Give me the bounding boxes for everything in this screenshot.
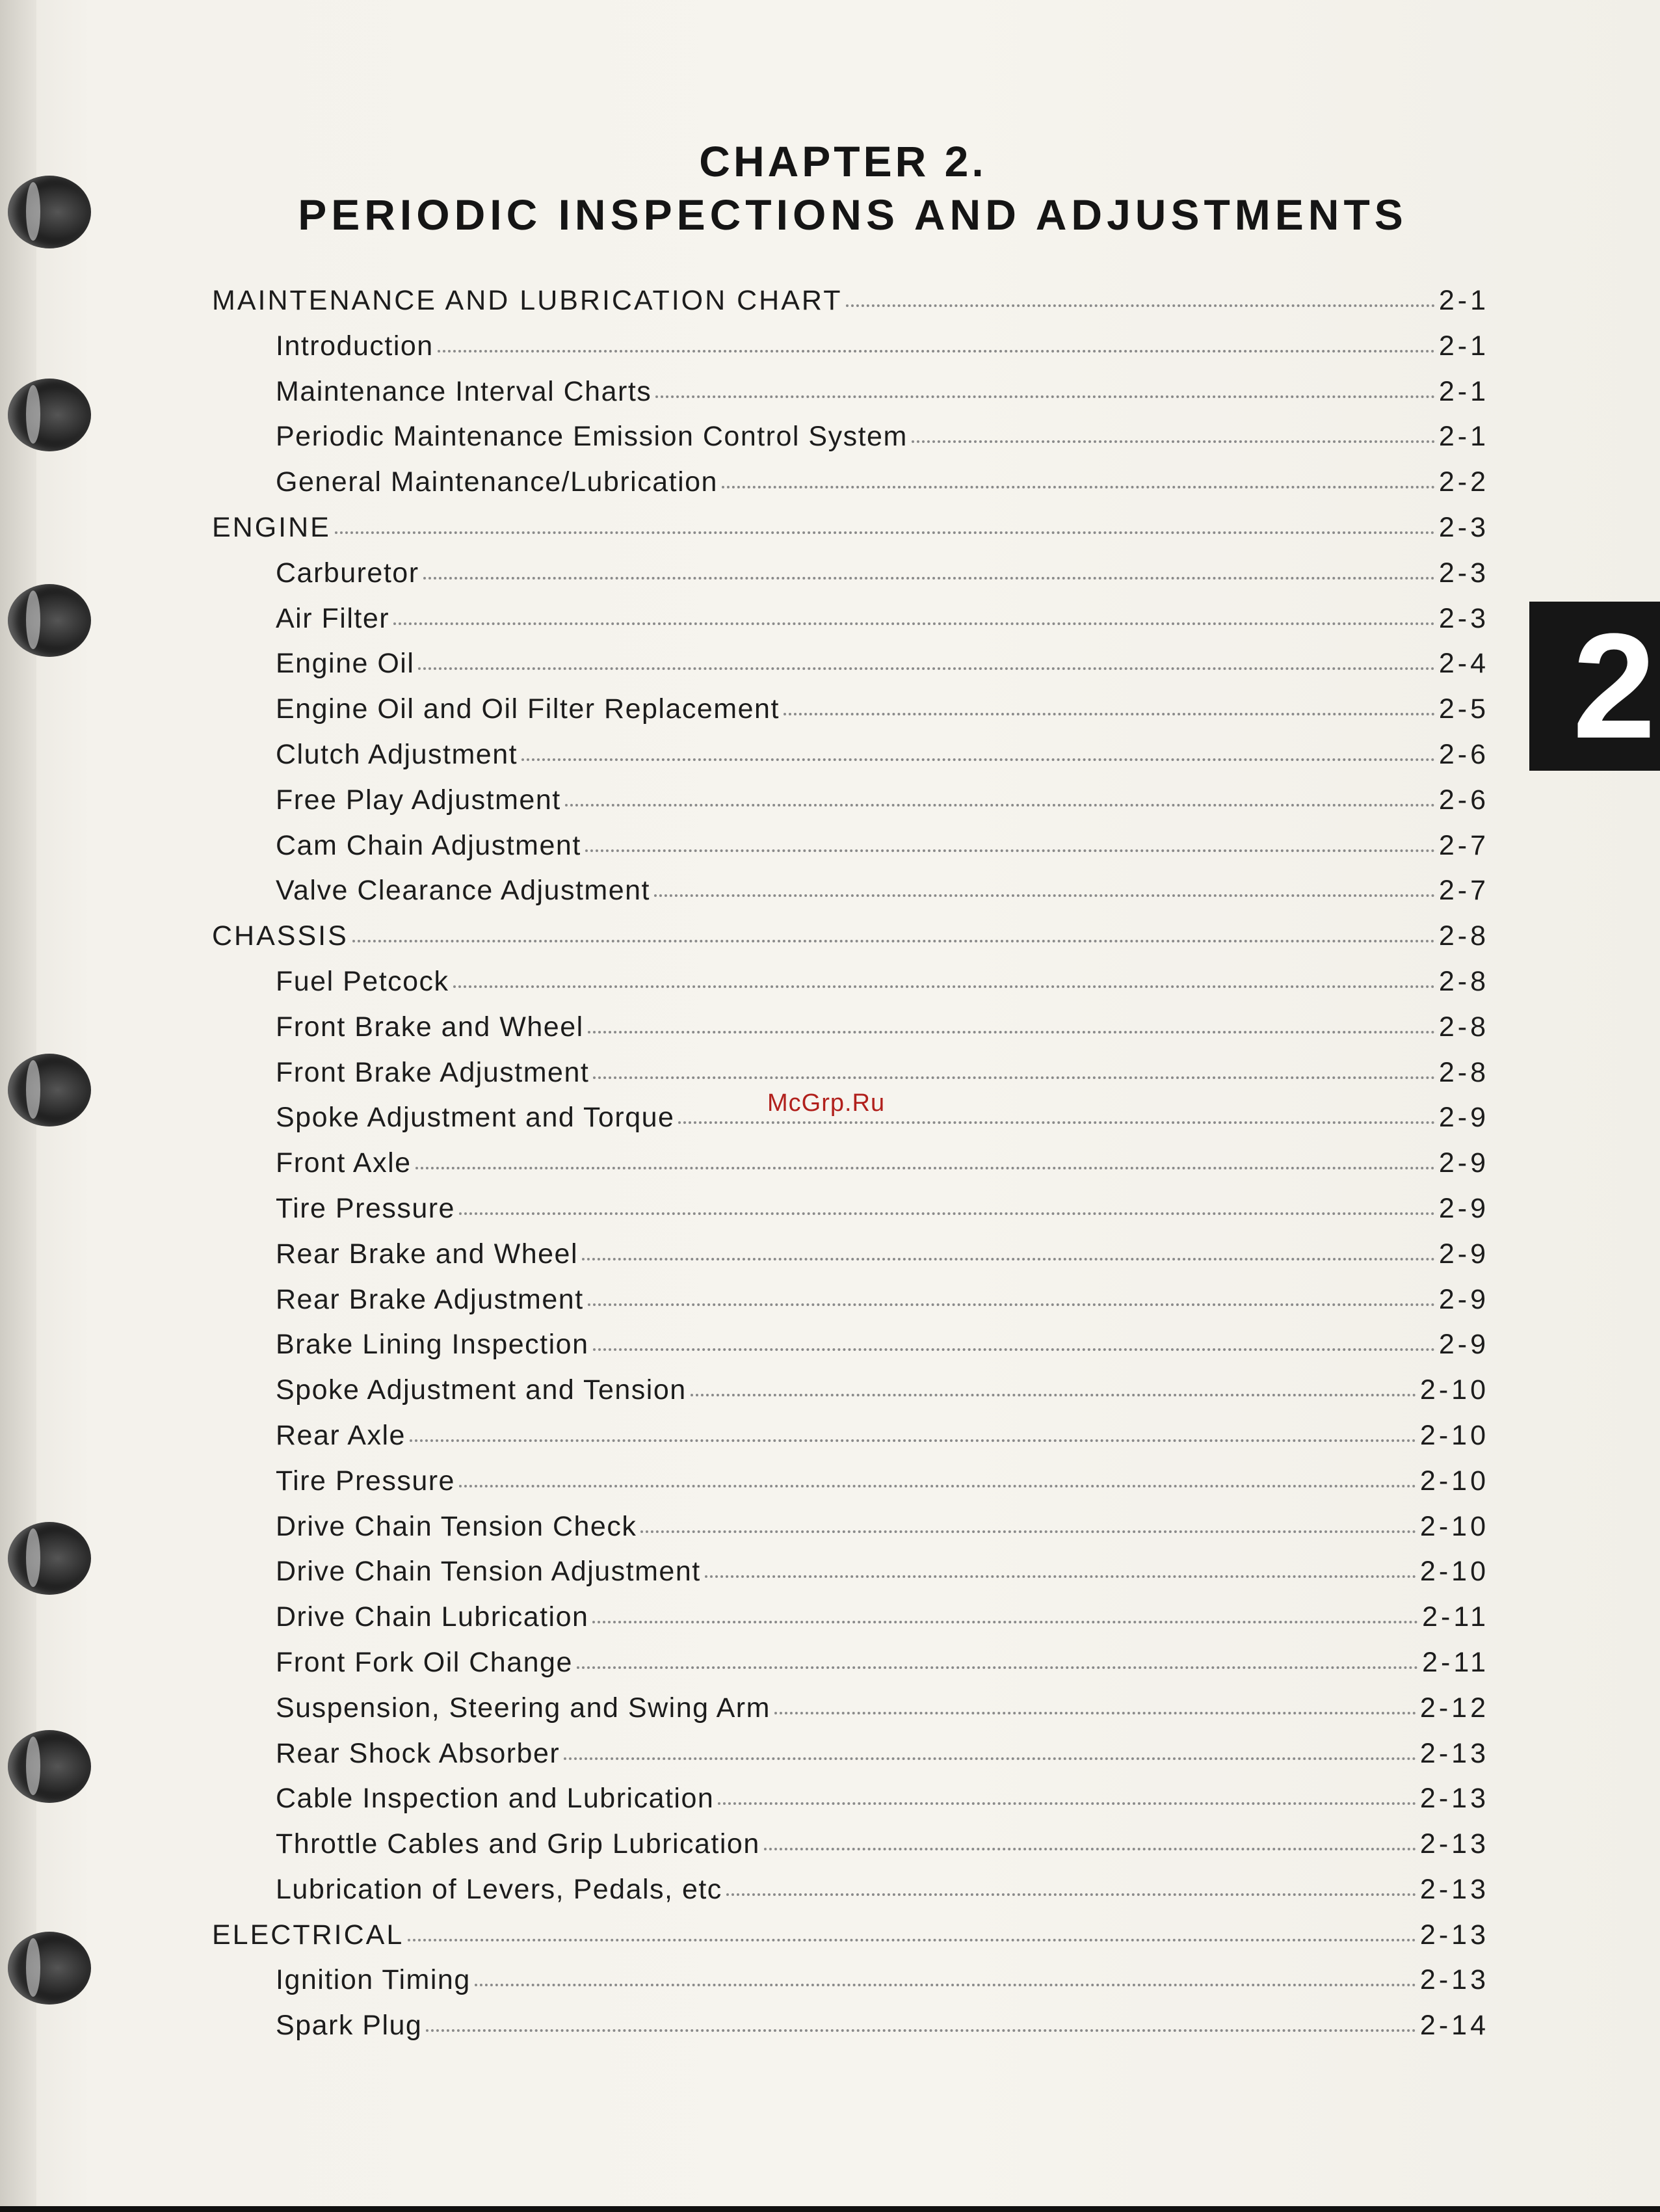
toc-dot-leader (521, 758, 1435, 761)
toc-page-number: 2-7 (1438, 829, 1489, 861)
toc-entry-title: CHASSIS (212, 920, 349, 952)
toc-page-number: 2-8 (1438, 965, 1489, 997)
toc-dot-leader (691, 1394, 1416, 1396)
toc-dot-leader (564, 1757, 1416, 1760)
toc-dot-leader (585, 849, 1435, 852)
toc-page-number: 2-1 (1438, 285, 1489, 316)
toc-entry-row (195, 875, 1489, 920)
toc-entry-title: ELECTRICAL (212, 1919, 404, 1951)
toc-page-number: 2-13 (1419, 1919, 1489, 1951)
toc-entry-title: Engine Oil (276, 648, 415, 680)
table-of-contents (195, 285, 1489, 2055)
toc-dot-leader (640, 1530, 1416, 1533)
toc-entry-row (195, 1011, 1489, 1057)
toc-entry-row (195, 648, 1489, 693)
toc-entry-title: Periodic Maintenance Emission Control System (276, 421, 908, 453)
toc-dot-leader (655, 395, 1435, 398)
toc-entry-title: Front Brake Adjustment (276, 1056, 590, 1088)
toc-dot-leader (408, 1939, 1416, 1941)
toc-entry-title: Rear Shock Absorber (276, 1737, 560, 1769)
toc-page-number: 2-10 (1419, 1510, 1489, 1542)
toc-entry-title: Tire Pressure (276, 1465, 455, 1497)
toc-entry-title: Spark Plug (276, 2010, 423, 2042)
toc-entry-title: Rear Axle (276, 1419, 406, 1451)
toc-entry-row (195, 1238, 1489, 1284)
toc-page-number: 2-3 (1438, 557, 1489, 589)
toc-page-number: 2-9 (1438, 1102, 1489, 1134)
toc-section-row (195, 285, 1489, 330)
toc-page-number: 2-6 (1438, 738, 1489, 770)
toc-page-number: 2-10 (1419, 1465, 1489, 1497)
toc-page-number: 2-8 (1438, 920, 1489, 952)
toc-entry-row (195, 1193, 1489, 1238)
toc-page-number: 2-8 (1438, 1056, 1489, 1088)
toc-dot-leader (352, 940, 1435, 942)
toc-page-number: 2-9 (1438, 1147, 1489, 1179)
toc-entry-title: Drive Chain Lubrication (276, 1601, 589, 1633)
toc-entry-title: Spoke Adjustment and Torque (276, 1102, 675, 1134)
toc-dot-leader (393, 622, 1435, 625)
toc-page-number: 2-4 (1438, 648, 1489, 680)
chapter-tab (1529, 602, 1660, 771)
toc-entry-title: Tire Pressure (276, 1192, 455, 1224)
chapter-tab-number: 2 (1572, 602, 1656, 769)
toc-entry-row (195, 1511, 1489, 1556)
toc-entry-row (195, 330, 1489, 376)
toc-entry-row (195, 1374, 1489, 1420)
toc-dot-leader (582, 1258, 1435, 1260)
toc-entry-title: Front Brake and Wheel (276, 1011, 584, 1043)
toc-dot-leader (418, 667, 1434, 670)
toc-entry-title: Engine Oil and Oil Filter Replacement (276, 693, 780, 725)
toc-entry-row (195, 603, 1489, 648)
toc-entry-title: Ignition Timing (276, 1964, 471, 1996)
toc-dot-leader (718, 1802, 1416, 1805)
toc-dot-leader (426, 2029, 1416, 2032)
toc-dot-leader (784, 713, 1435, 715)
toc-entry-title: Free Play Adjustment (276, 784, 561, 816)
toc-dot-leader (459, 1485, 1416, 1487)
toc-dot-leader (726, 1893, 1416, 1896)
toc-dot-leader (335, 531, 1435, 534)
toc-entry-row (195, 830, 1489, 875)
toc-entry-row (195, 1874, 1489, 1919)
toc-entry-title: ENGINE (212, 511, 331, 543)
toc-entry-title: Drive Chain Tension Check (276, 1510, 637, 1542)
toc-dot-leader (654, 894, 1435, 897)
scan-bottom-edge (0, 2206, 1660, 2212)
toc-entry-row (195, 966, 1489, 1011)
toc-entry-row (195, 1465, 1489, 1511)
toc-entry-title: Suspension, Steering and Swing Arm (276, 1692, 771, 1724)
toc-page-number: 2-9 (1438, 1192, 1489, 1224)
toc-entry-row (195, 2010, 1489, 2055)
toc-dot-leader (438, 350, 1435, 353)
binder-hole (8, 584, 91, 657)
toc-entry-row (195, 376, 1489, 421)
toc-entry-row (195, 1556, 1489, 1601)
toc-entry-title: Front Axle (276, 1147, 412, 1179)
toc-entry-title: Spoke Adjustment and Tension (276, 1374, 687, 1406)
toc-section-row (195, 1919, 1489, 1965)
toc-entry-title: Throttle Cables and Grip Lubrication (276, 1828, 760, 1860)
toc-page-number: 2-11 (1422, 1646, 1489, 1678)
toc-dot-leader (459, 1212, 1435, 1215)
toc-entry-title: Rear Brake Adjustment (276, 1283, 584, 1315)
toc-page-number: 2-13 (1419, 1964, 1489, 1996)
toc-entry-title: Rear Brake and Wheel (276, 1238, 578, 1270)
toc-entry-title: Front Fork Oil Change (276, 1646, 573, 1678)
toc-entry-title: Air Filter (276, 602, 390, 634)
toc-section-row (195, 512, 1489, 557)
toc-page-number: 2-14 (1419, 2010, 1489, 2042)
toc-page-number: 2-11 (1422, 1601, 1489, 1633)
toc-entry-title: Drive Chain Tension Adjustment (276, 1556, 701, 1588)
toc-entry-title: Introduction (276, 330, 434, 362)
toc-entry-row (195, 557, 1489, 603)
toc-dot-leader (415, 1167, 1435, 1169)
toc-entry-row (195, 1147, 1489, 1193)
binder-hole (8, 1522, 91, 1595)
toc-dot-leader (774, 1712, 1416, 1714)
toc-page-number: 2-3 (1438, 511, 1489, 543)
toc-entry-row (195, 1738, 1489, 1783)
toc-entry-row (195, 1964, 1489, 2010)
toc-entry-title: Fuel Petcock (276, 965, 449, 997)
toc-entry-row (195, 1329, 1489, 1374)
toc-entry-title: Cam Chain Adjustment (276, 829, 581, 861)
toc-dot-leader (592, 1621, 1418, 1623)
toc-entry-title: Cable Inspection and Lubrication (276, 1783, 715, 1815)
toc-page-number: 2-9 (1438, 1238, 1489, 1270)
toc-page-number: 2-13 (1419, 1828, 1489, 1860)
toc-dot-leader (593, 1076, 1435, 1079)
toc-dot-leader (577, 1666, 1418, 1669)
toc-entry-row (195, 1828, 1489, 1874)
toc-page-number: 2-2 (1438, 466, 1489, 498)
toc-page-number: 2-8 (1438, 1011, 1489, 1043)
toc-page-number: 2-13 (1419, 1783, 1489, 1815)
toc-entry-row (195, 1284, 1489, 1329)
toc-page-number: 2-1 (1438, 421, 1489, 453)
toc-entry-title: Clutch Adjustment (276, 738, 518, 770)
toc-entry-title: MAINTENANCE AND LUBRICATION CHART (212, 285, 843, 316)
toc-page-number: 2-10 (1419, 1374, 1489, 1406)
chapter-number: CHAPTER 2. (699, 137, 987, 185)
toc-entry-row (195, 1601, 1489, 1647)
toc-page-number: 2-13 (1419, 1737, 1489, 1769)
toc-page-number: 2-1 (1438, 375, 1489, 407)
toc-dot-leader (565, 804, 1435, 806)
toc-page-number: 2-5 (1438, 693, 1489, 725)
toc-entry-row (195, 421, 1489, 466)
toc-page-number: 2-6 (1438, 784, 1489, 816)
toc-entry-row (195, 1647, 1489, 1692)
toc-entry-title: Carburetor (276, 557, 419, 589)
toc-dot-leader (588, 1303, 1435, 1306)
toc-page-number: 2-9 (1438, 1283, 1489, 1315)
toc-page-number: 2-10 (1419, 1419, 1489, 1451)
toc-dot-leader (912, 440, 1435, 443)
toc-dot-leader (423, 577, 1435, 580)
toc-entry-title: General Maintenance/Lubrication (276, 466, 718, 498)
toc-entry-title: Brake Lining Inspection (276, 1329, 589, 1361)
toc-entry-row (195, 1692, 1489, 1738)
toc-section-row (195, 920, 1489, 966)
toc-entry-row (195, 466, 1489, 512)
toc-entry-row (195, 693, 1489, 739)
toc-dot-leader (453, 985, 1435, 988)
toc-dot-leader (705, 1575, 1416, 1578)
toc-entry-row (195, 1783, 1489, 1828)
chapter-title: PERIODIC INSPECTIONS AND ADJUSTMENTS (298, 191, 1408, 239)
toc-page-number: 2-3 (1438, 602, 1489, 634)
binder-hole (8, 1054, 91, 1126)
toc-dot-leader (475, 1984, 1416, 1986)
toc-dot-leader (722, 486, 1435, 488)
toc-page-number: 2-13 (1419, 1873, 1489, 1905)
toc-entry-row (195, 739, 1489, 784)
binder-hole (8, 1932, 91, 2005)
toc-dot-leader (764, 1848, 1416, 1850)
toc-page-number: 2-12 (1419, 1692, 1489, 1724)
toc-entry-title: Lubrication of Levers, Pedals, etc (276, 1873, 722, 1905)
toc-entry-title: Maintenance Interval Charts (276, 375, 652, 407)
toc-page-number: 2-1 (1438, 330, 1489, 362)
toc-dot-leader (678, 1121, 1434, 1124)
toc-dot-leader (410, 1439, 1416, 1442)
toc-dot-leader (846, 304, 1434, 307)
toc-entry-row (195, 784, 1489, 830)
toc-dot-leader (588, 1031, 1435, 1033)
toc-dot-leader (593, 1348, 1435, 1351)
binder-hole (8, 1730, 91, 1803)
binder-hole (8, 379, 91, 451)
watermark: McGrp.Ru (767, 1089, 886, 1117)
toc-page-number: 2-9 (1438, 1329, 1489, 1361)
toc-entry-title: Valve Clearance Adjustment (276, 875, 650, 907)
toc-page-number: 2-7 (1438, 875, 1489, 907)
toc-page-number: 2-10 (1419, 1556, 1489, 1588)
toc-entry-row (195, 1420, 1489, 1465)
